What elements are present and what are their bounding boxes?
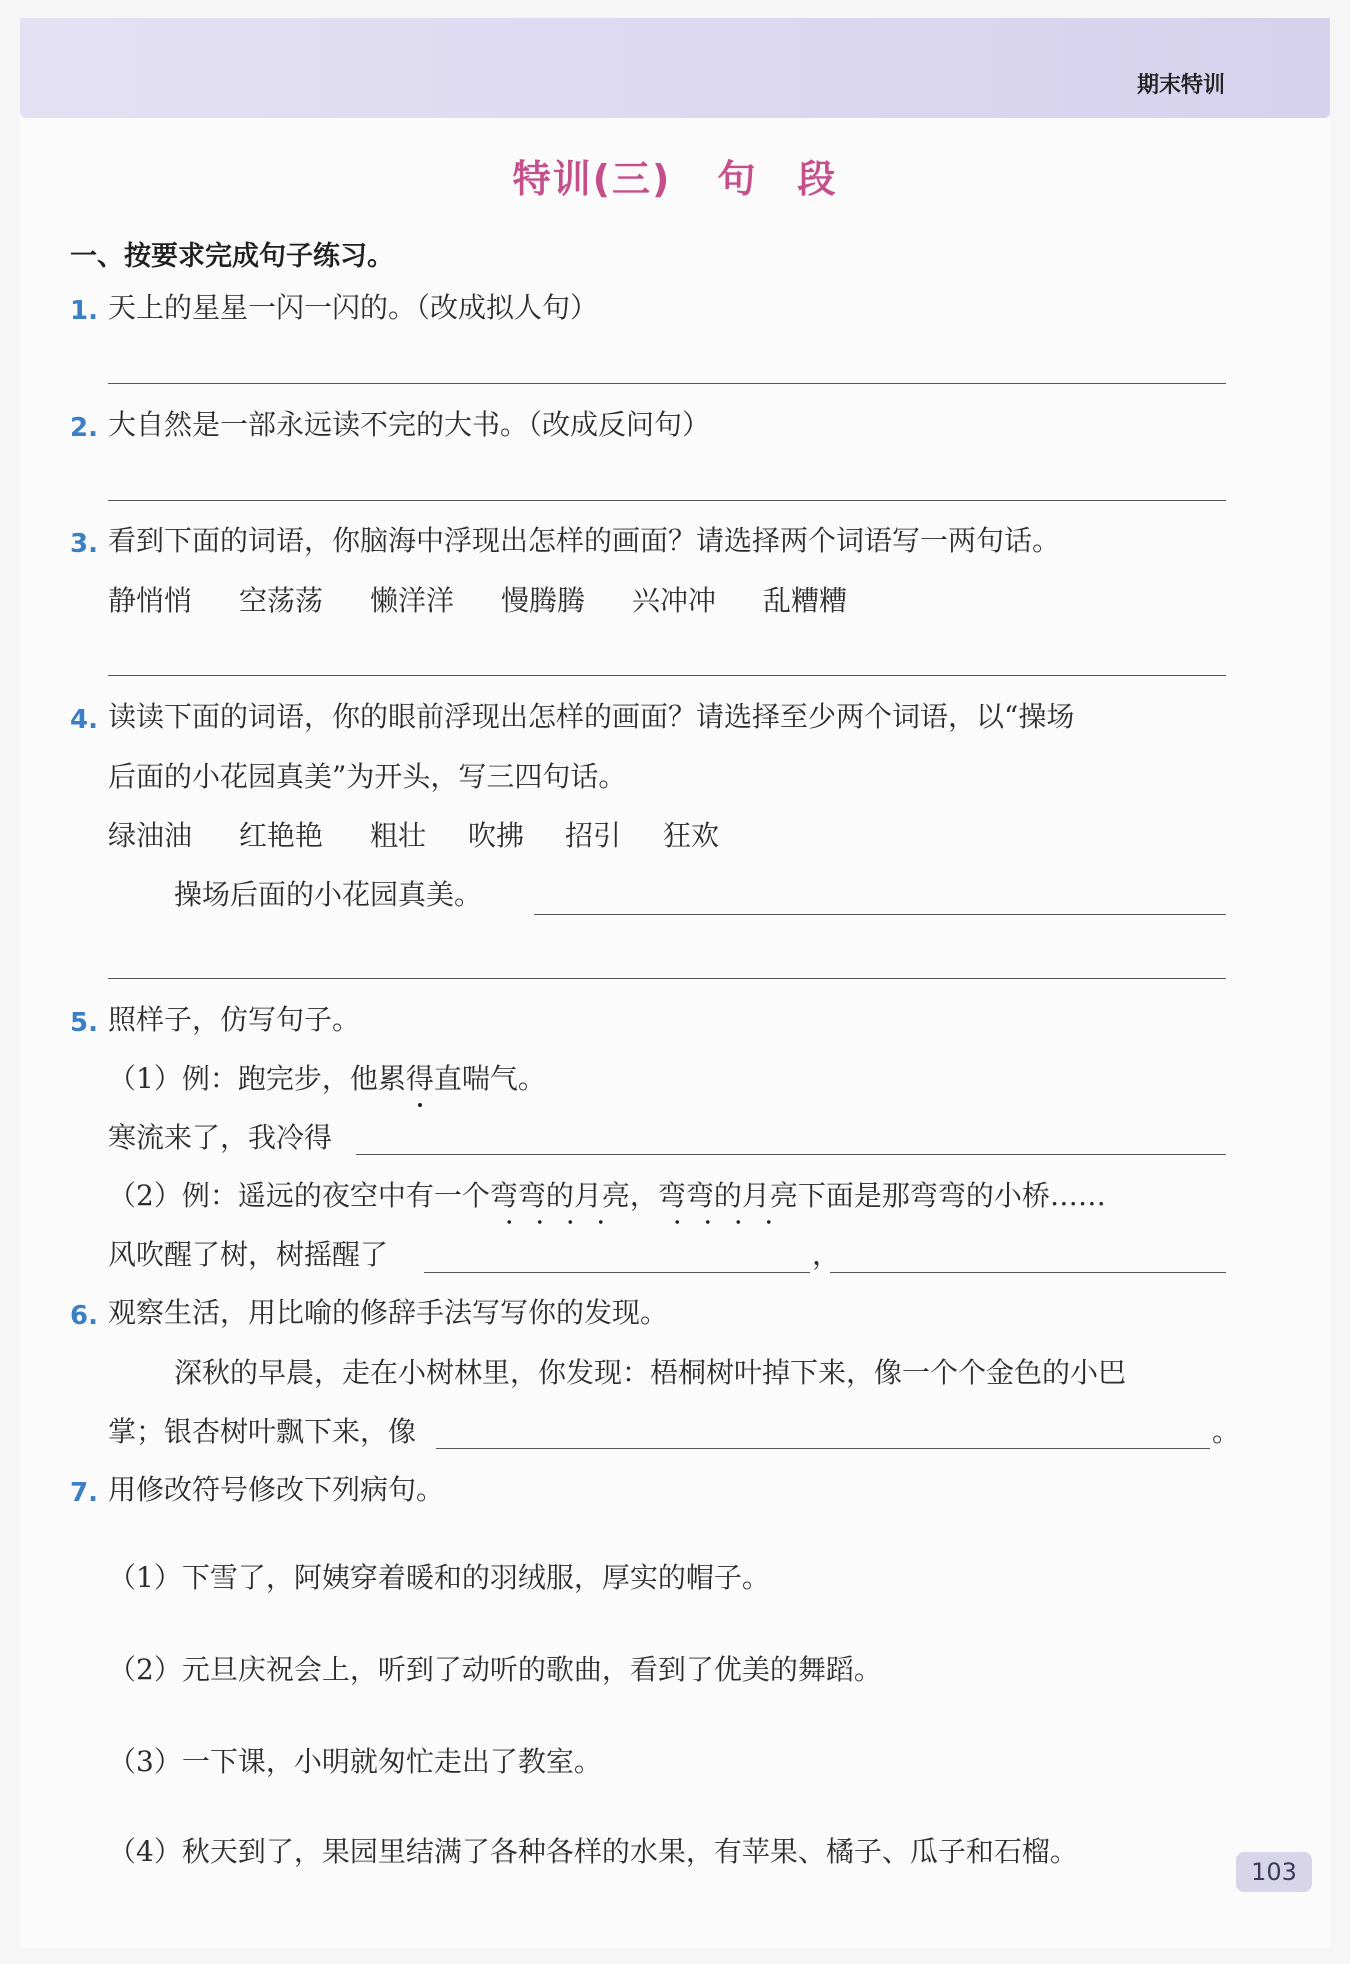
word-item: 红艳艳: [239, 819, 324, 852]
word-item: 慢腾腾: [501, 584, 586, 617]
answer-line-1[interactable]: [108, 383, 1226, 384]
paragraph-6-end: 。: [1212, 1415, 1241, 1448]
example-2-part-e: 下面是那弯弯的小桥……: [797, 1179, 1106, 1212]
page-number: 103: [1236, 1852, 1312, 1892]
question-number-2: 2.: [70, 413, 98, 443]
paragraph-6-line2: 掌；银杏树叶飘下来，像: [108, 1415, 417, 1448]
prompt-5-2: 风吹醒了树，树摇醒了: [108, 1238, 389, 1271]
page-title: [0, 148, 1350, 203]
question-number-4: 4.: [70, 705, 98, 735]
emphasis-phrase: 弯弯的月亮: [657, 1179, 798, 1212]
starter-sentence: 操场后面的小花园真美。: [174, 878, 483, 911]
question-text-5: 照样子，仿写句子。: [108, 1003, 361, 1036]
example-1-part-c: 直喘气。: [433, 1062, 546, 1095]
question-number-1: 1.: [70, 296, 98, 326]
answer-line-5-1[interactable]: [356, 1154, 1226, 1155]
header-label: 期末特训: [1136, 73, 1225, 98]
answer-line-2[interactable]: [108, 500, 1226, 501]
section-heading: 一、按要求完成句子练习。: [70, 241, 394, 272]
example-1-part-a: （1）例：跑完步，他累: [108, 1062, 406, 1095]
paragraph-6-line1: 深秋的早晨，走在小树林里，你发现：梧桐树叶掉下来，像一个个金色的小巴: [174, 1356, 1127, 1389]
question-text-7: 用修改符号修改下列病句。: [108, 1473, 445, 1506]
emphasis-phrase: 弯弯的月亮: [489, 1179, 630, 1212]
prompt-5-2-comma: ，: [812, 1238, 841, 1271]
answer-line-6[interactable]: [436, 1448, 1210, 1449]
emphasis-char: 得: [405, 1062, 434, 1095]
word-item: 绿油油: [108, 819, 193, 852]
answer-line-3[interactable]: [108, 675, 1226, 676]
word-item: 招引: [565, 819, 622, 852]
sentence-item: （4）秋天到了，果园里结满了各种各样的水果，有苹果、橘子、瓜子和石榴。: [108, 1835, 1078, 1868]
word-item: 粗壮: [370, 819, 427, 852]
title-part1: 特训(三): [512, 157, 672, 201]
word-item: 懒洋洋: [370, 584, 455, 617]
example-1: [108, 1062, 546, 1095]
question-number-3: 3.: [70, 529, 98, 559]
question-text-1: 天上的星星一闪一闪的。（改成拟人句）: [108, 291, 599, 324]
example-2-part-a: （2）例：遥远的夜空中有一个: [108, 1179, 490, 1212]
question-text-2: 大自然是一部永远读不完的大书。（改成反问句）: [108, 408, 711, 441]
word-item: 吹拂: [468, 819, 525, 852]
header-band: [20, 18, 1330, 118]
sentence-item: （2）元旦庆祝会上，听到了动听的歌曲，看到了优美的舞蹈。: [108, 1653, 882, 1686]
sentence-item: （3）一下课，小明就匆忙走出了教室。: [108, 1745, 602, 1778]
question-number-7: 7.: [70, 1478, 98, 1508]
question-text-4-line1: 读读下面的词语，你的眼前浮现出怎样的画面？请选择至少两个词语，以“操场: [108, 700, 1075, 733]
question-text-4-line2: 后面的小花园真美”为开头，写三四句话。: [108, 760, 627, 793]
sentence-item: （1）下雪了，阿姨穿着暖和的羽绒服，厚实的帽子。: [108, 1561, 770, 1594]
example-2: [108, 1179, 1106, 1212]
prompt-5-1: 寒流来了，我冷得: [108, 1121, 333, 1154]
answer-line-4a[interactable]: [534, 914, 1226, 915]
answer-line-5-2b[interactable]: [830, 1272, 1226, 1273]
example-2-part-c: ，: [629, 1179, 658, 1212]
answer-line-5-2a[interactable]: [424, 1272, 810, 1273]
word-item: 空荡荡: [239, 584, 324, 617]
question-text-6: 观察生活，用比喻的修辞手法写写你的发现。: [108, 1296, 669, 1329]
word-item: 狂欢: [663, 819, 720, 852]
word-item: 静悄悄: [108, 584, 193, 617]
title-part2: 句 段: [717, 157, 838, 201]
word-item: 乱糟糟: [763, 584, 848, 617]
question-number-5: 5.: [70, 1008, 98, 1038]
question-number-6: 6.: [70, 1301, 98, 1331]
answer-line-4b[interactable]: [108, 978, 1226, 979]
question-text-3: 看到下面的词语，你脑海中浮现出怎样的画面？请选择两个词语写一两句话。: [108, 524, 1061, 557]
word-item: 兴冲冲: [632, 584, 717, 617]
